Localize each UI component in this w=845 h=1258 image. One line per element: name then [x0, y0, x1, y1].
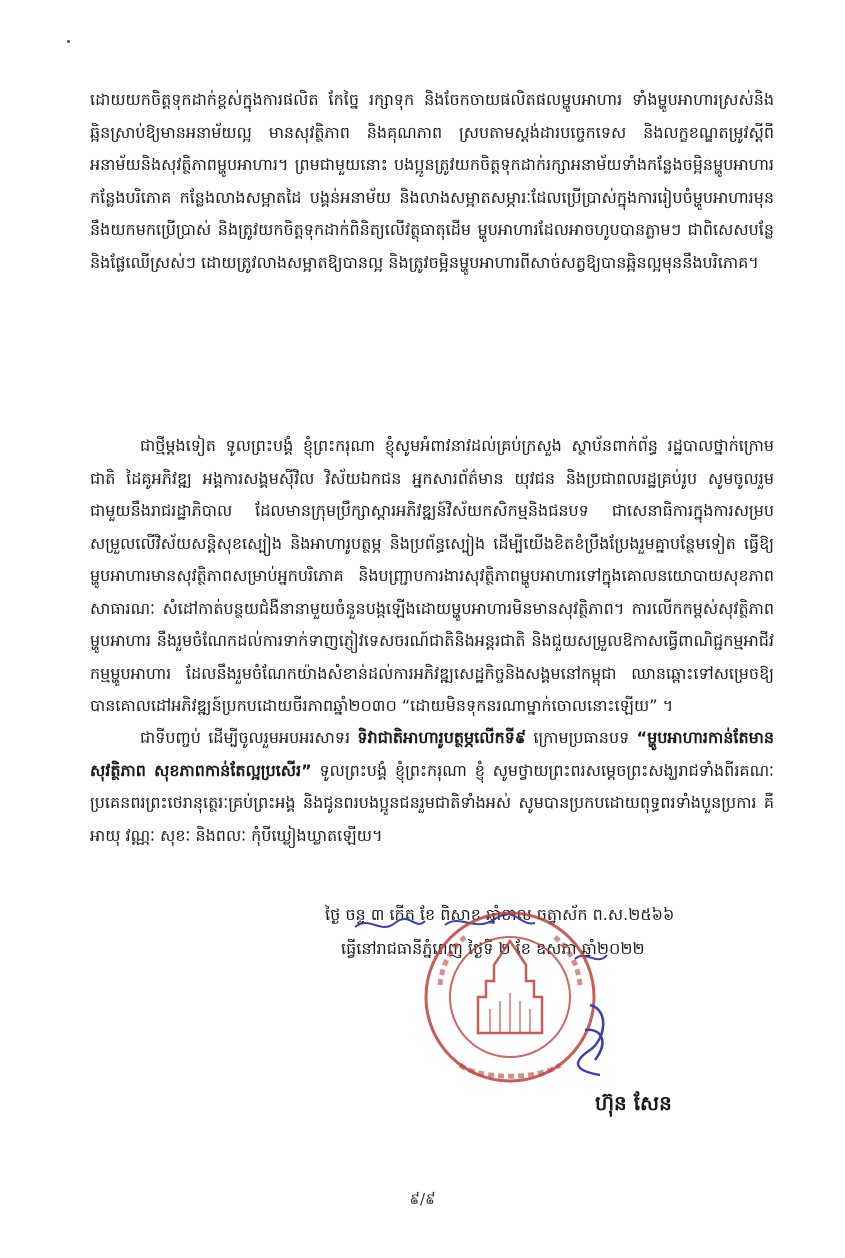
page-number: ៩/៩	[409, 1190, 436, 1208]
signatory-name: ហ៊ុន សែន	[595, 1091, 672, 1115]
closing-text-3: ទូលព្រះបង្គំ ខ្ញុំព្រះករុណា ខ្ញុំ សូមថ្វាយព្រះពរសម្តេចព្រះសង្ឃរាជទាំងពីរគណៈ ប្រគេនពរព្រះថេរានុត្ថេរៈគ្រប់ព្រះអង្គ និងជូនពរបងប្អូនជនរួមជាតិទាំងអស់ សូមបានប្រកបដោយពុទ្ធពរទាំងបួនប្រការ គឺ អាយុ វណ្ណៈ សុខៈ និងពលៈ កុំបីឃ្លៀងឃ្លាតឡើយ។	[90, 760, 774, 845]
paragraph-closing	[90, 722, 774, 852]
closing-text-1: ជាទីបញ្ចប់ ដើម្បីចូលរួមអបអរសាទរ	[140, 728, 358, 747]
event-name: ទិវាជាតិអាហារូបត្ថម្ភលើកទី៩	[357, 728, 527, 747]
theme-title: “ម្ហូបអាហារកាន់តែមានសុវត្ថិភាព សុខភាពកាន់តែល្អប្រសើរ”	[90, 728, 775, 780]
lunar-date-line: ថ្ងៃ ចន្ទ ៣ កើត ខែ ពិសាខ ឆ្នាំខាល ចត្វាស័ក ព.ស.២៥៦៦	[325, 905, 675, 924]
paragraph-appeal: ជាថ្មីម្តងទៀត ទូលព្រះបង្គំ ខ្ញុំព្រះករុណា ខ្ញុំសូមអំពាវនាវដល់គ្រប់ក្រសួង ស្ថាប័នពាក់ព័ន្ធ រដ្ឋបាលថ្នាក់ក្រោមជាតិ ដៃគូអភិវឌ្ឍ អង្គការសង្គមស៊ីវិល វិស័យឯកជន អ្នកសារព័ត៌មាន យុវជន និងប្រជាពលរដ្ឋគ្រប់រូប សូមចូលរួមជាមួយនឹងរាជរដ្ឋាភិបាល ដែលមានក្រុមប្រឹក្សាស្តារអភិវឌ្ឍន៍វិស័យកសិកម្មនិងជនបទ ជាសេនាធិការក្នុងការសម្របសម្រួលលើវិស័យសន្តិសុខស្បៀង និងអាហារូបត្ថម្ភ និងប្រព័ន្ធស្បៀង ដើម្បីយើងខិតខំប្រឹងប្រែងរួមគ្នាបន្ថែមទៀត ធ្វើឱ្យម្ហូបអាហារមានសុវត្ថិភាពសម្រាប់អ្នកបរិភោគ និងបញ្ជ្រាបការងារសុវត្ថិភាពម្ហូបអាហារទៅក្នុងគោលនយោបាយសុខភាពសាធារណៈ សំដៅកាត់បន្ថយជំងឺនានាមួយចំនួនបង្កឡើងដោយម្ហូបអាហារមិនមានសុវត្ថិភាព។ ការលើកកម្ពស់សុវត្ថិភាពម្ហូបអាហារ នឹងរួមចំណែកដល់ការទាក់ទាញភ្ញៀវទេសចរណ៍ជាតិនិងអន្តរជាតិ និងជួយសម្រួលឱកាសធ្វើពាណិជ្ជកម្មអាជីវកម្មម្ហូបអាហារ ដែលនឹងរួមចំណែកយ៉ាងសំខាន់ដល់ការអភិវឌ្ឍសេដ្ឋកិច្ចនិងសង្គមនៅកម្ពុជា ឈានឆ្ពោះទៅសម្រេចឱ្យបានគោលដៅអភិវឌ្ឍន៍ប្រកបដោយចីរភាពឆ្នាំ២០៣០ “ដោយមិនទុកនរណាម្នាក់ចោលនោះឡើយ” ។	[90, 436, 774, 715]
paragraph-hygiene: ដោយយកចិត្តទុកដាក់ខ្ពស់ក្នុងការផលិត កែច្នៃ រក្សាទុក និងចែកចាយផលិតផលម្ហូបអាហារ ទាំងម្ហូបអាហារស្រស់និងឆ្អិនស្រាប់ឱ្យមានអនាម័យល្អ មានសុវត្ថិភាព និងគុណភាព ស្របតាមស្តង់ដារបច្ចេកទេស និងលក្ខខណ្ឌតម្រូវស្តីពីអនាម័យនិងសុវត្ថិភាពម្ហូបអាហារ។ ព្រមជាមួយនោះ បងប្អូនត្រូវយកចិត្តទុកដាក់រក្សាអនាម័យទាំងកន្លែងចម្អិនម្ហូបអាហារ កន្លែងបរិភោគ កន្លែងលាងសម្អាតដៃ បង្គន់អនាម័យ និងលាងសម្អាតសម្ភារៈដែលប្រើប្រាស់ក្នុងការរៀបចំម្ហូបអាហារមុននឹងយកមកប្រើប្រាស់ និងត្រូវយកចិត្តទុកដាក់ពិនិត្យលើវត្ថុធាតុដើម ម្ហូបអាហារដែលអាចហូបបានភ្លាមៗ ជាពិសេសបន្លែនិងផ្លែឈើស្រស់ៗ ដោយត្រូវលាងសម្អាតឱ្យបានល្អ និងត្រូវចម្អិនម្ហូបអាហារពីសាច់សត្វឱ្យបានឆ្អិនល្អមុននឹងបរិភោគ។	[90, 90, 774, 272]
signature-icon	[560, 1000, 620, 1080]
issue-date-line: ធ្វើនៅរាជធានីភ្នំពេញ ថ្ងៃទី ២ ខែ ឧសភា ឆ្នាំ២០២២	[341, 939, 645, 958]
margin-mark	[67, 40, 70, 43]
closing-text-2: ក្រោមប្រធានបទ	[526, 728, 637, 747]
